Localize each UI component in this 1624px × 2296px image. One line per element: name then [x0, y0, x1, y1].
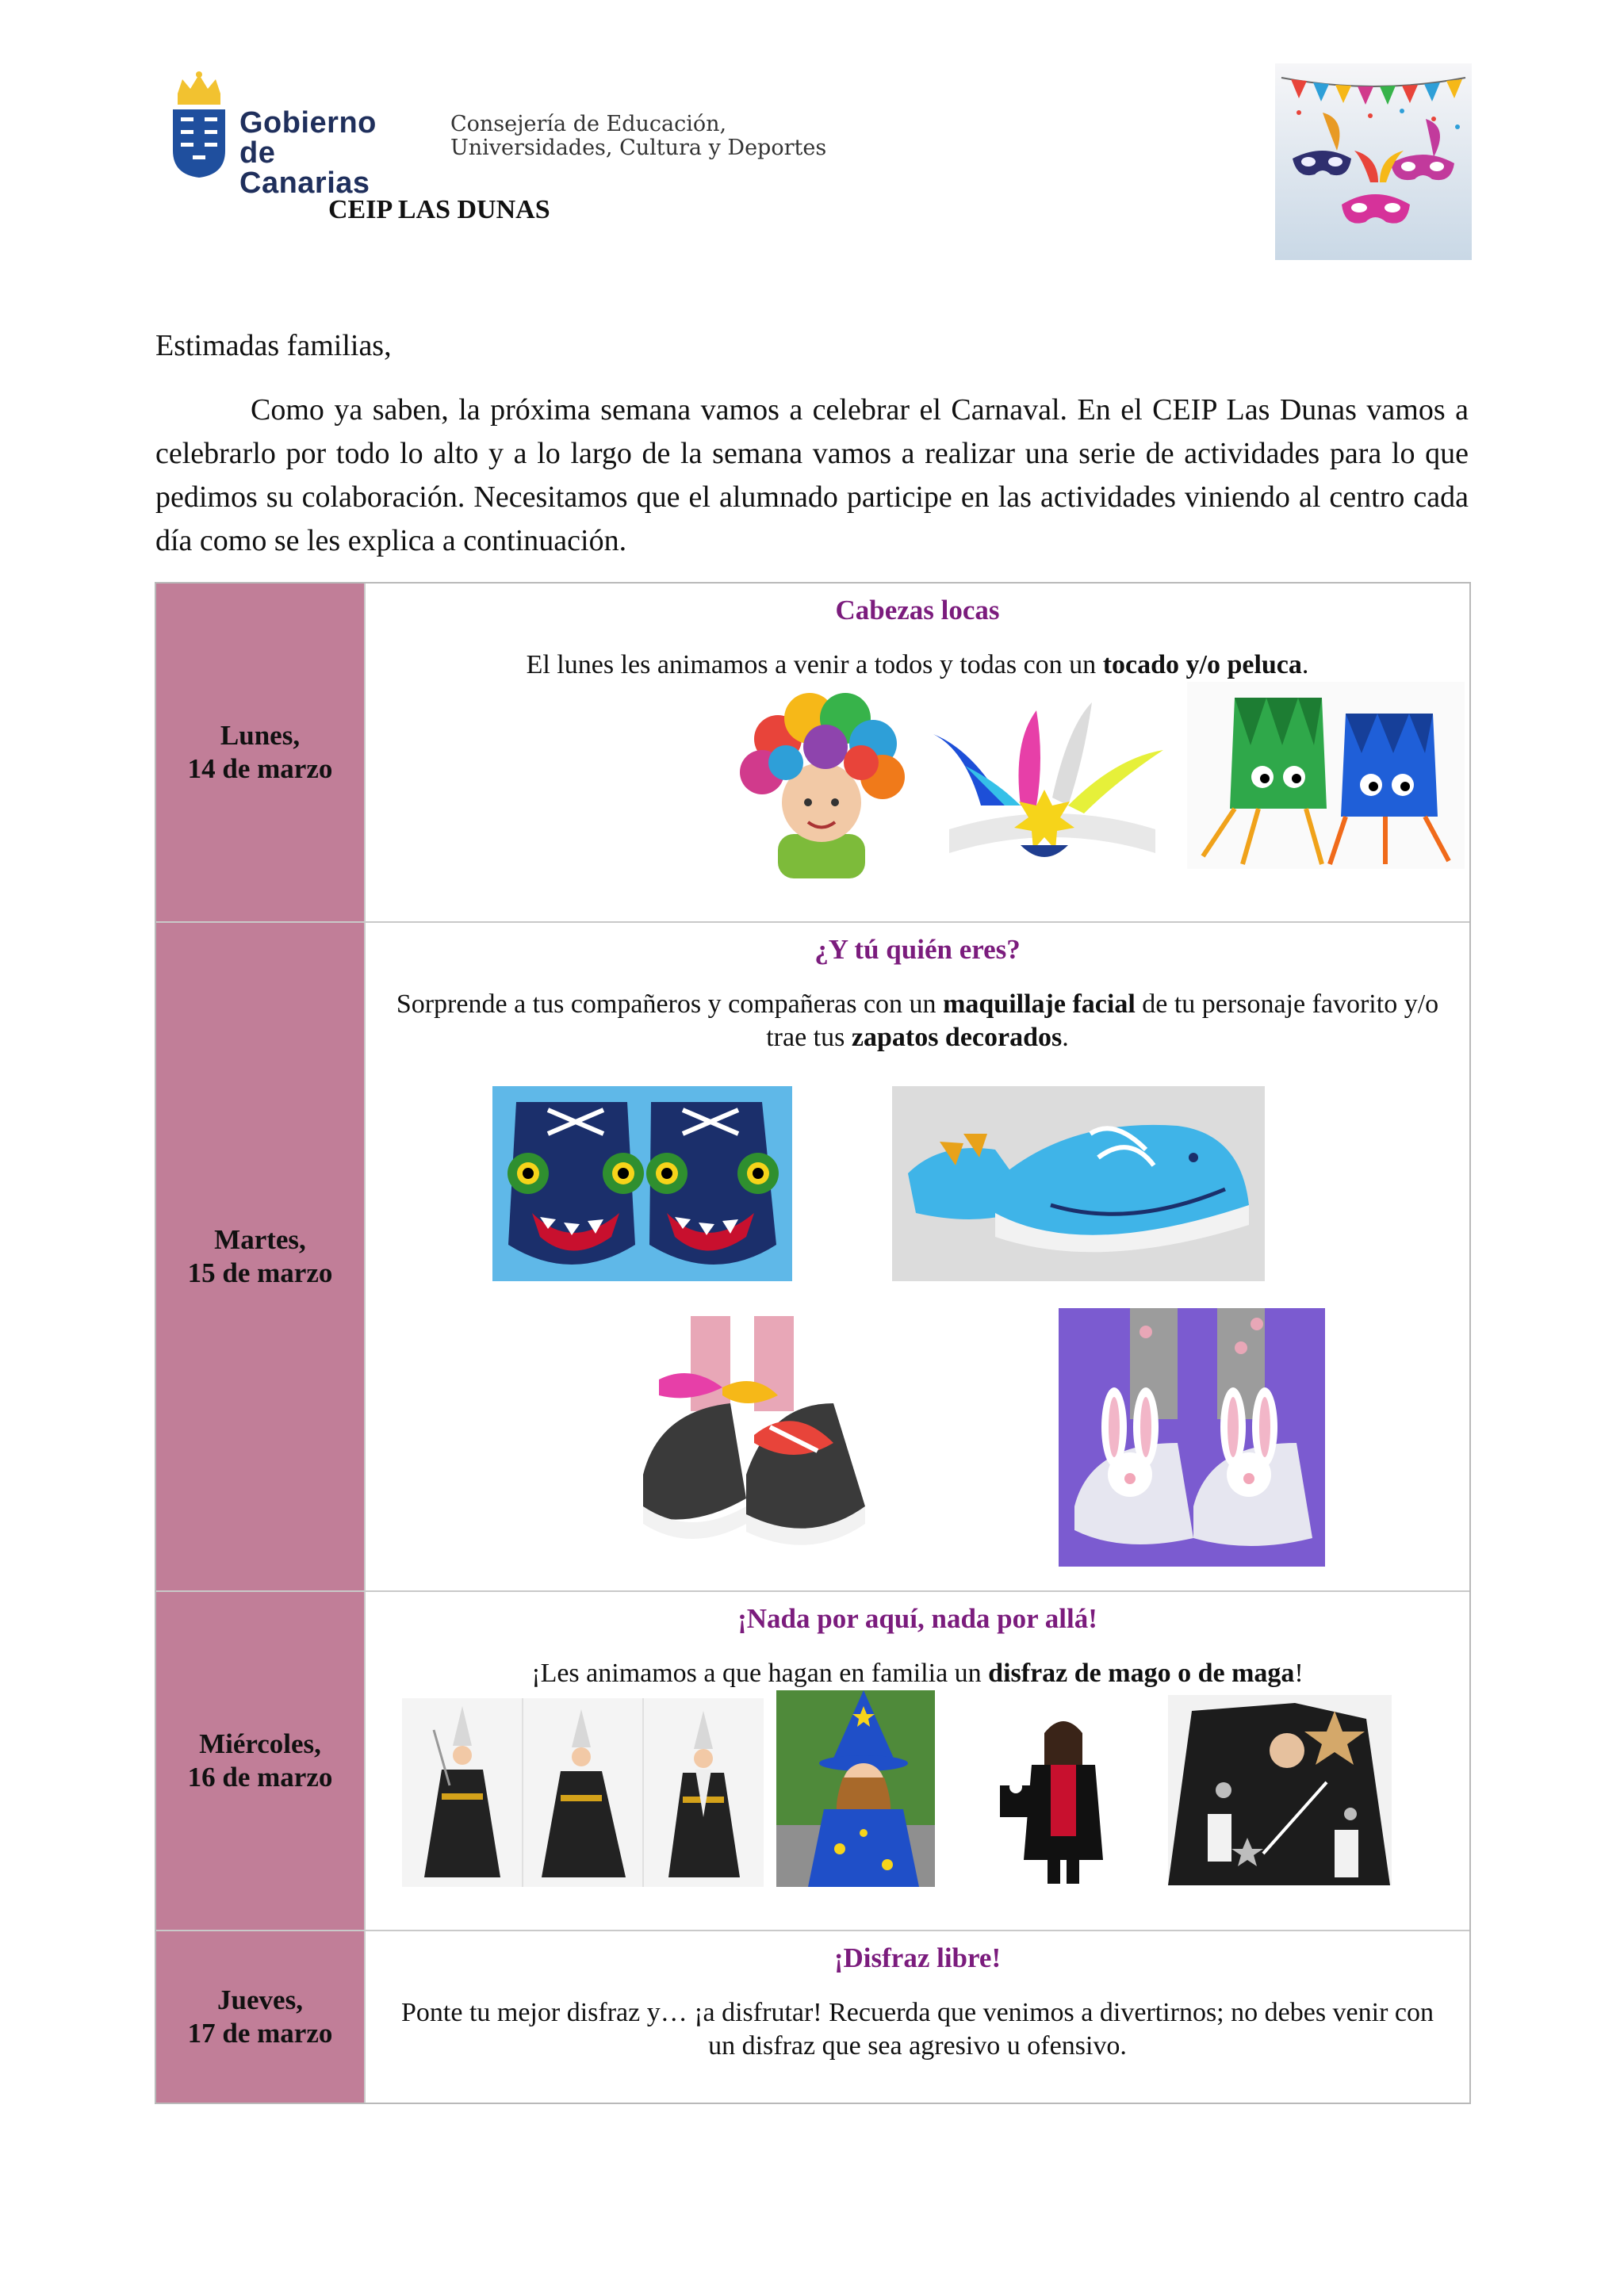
ribbon-sneakers-photo — [611, 1316, 884, 1554]
description-bold: disfraz de mago o de maga — [988, 1659, 1295, 1688]
intro-paragraph: Como ya saben, la próxima semana vamos a celebrar el Carnaval. En el CEIP Las Dunas vamos a celebrarlo por todo lo alto y a lo largo de la semana vamos a realizar una serie de actividades para lo que pedimos su colaboración. Necesitamos que el alumnado participe en las actividades viniendo al centro cada día como se les explica a continuación. — [155, 393, 1469, 557]
description-end: . — [1062, 1023, 1069, 1052]
blue-wizard-girl-photo — [776, 1690, 935, 1887]
bunny-shoes-photo — [1059, 1308, 1325, 1567]
activity-description — [366, 649, 1469, 682]
description-text: Sorprende a tus compañeros y compañeras con un — [396, 989, 944, 1019]
logo-line-1: Gobierno — [239, 106, 377, 140]
greeting: Estimadas familias, — [155, 329, 392, 362]
activity-cell-monday — [366, 584, 1469, 921]
feather-headband-photo — [933, 695, 1171, 877]
activity-title: ¡Nada por aquí, nada por allá! — [737, 1603, 1097, 1634]
description-bold: maquillaje facial — [943, 989, 1136, 1019]
description-end: ! — [1294, 1659, 1304, 1688]
activity-description — [366, 1657, 1469, 1690]
description-text: ¡Les animamos a que hagan en familia un — [531, 1659, 989, 1688]
activity-description: Ponte tu mejor disfraz y… ¡a disfrutar! Recuerda que venimos a divertirnos; no debes venir con un disfraz que sea agresivo u ofensivo. — [401, 1998, 1434, 2061]
letter-header — [0, 0, 1624, 270]
shark-shoes-photo — [892, 1086, 1265, 1281]
day-name: Martes, — [214, 1224, 306, 1255]
day-name: Lunes, — [220, 720, 301, 751]
day-cell-thursday — [156, 1931, 366, 2103]
description-bold: tocado y/o peluca — [1102, 650, 1302, 679]
canarias-shield-icon — [167, 71, 232, 179]
activity-description — [366, 988, 1469, 1054]
activity-cell-tuesday — [366, 923, 1469, 1590]
table-row-tuesday — [156, 921, 1469, 1590]
day-cell-wednesday — [156, 1592, 366, 1930]
day-name: Jueves, — [217, 1984, 303, 2015]
description-end: . — [1301, 650, 1309, 679]
description-bold-2: zapatos decorados — [851, 1023, 1063, 1052]
activity-title: ¿Y tú quién eres? — [814, 934, 1021, 965]
day-date: 14 de marzo — [187, 753, 333, 784]
gobierno-de-canarias-logo — [167, 63, 404, 200]
description-text: El lunes les animamos a venir a todos y todas con un — [526, 650, 1103, 679]
day-date: 17 de marzo — [187, 2018, 333, 2049]
wizard-costume-photo — [402, 1698, 764, 1887]
consejeria-name — [450, 113, 826, 160]
consejeria-line-1: Consejería de Educación, — [450, 112, 727, 136]
activities-table — [155, 582, 1471, 2104]
day-cell-tuesday — [156, 923, 366, 1590]
clown-wig-photo — [730, 683, 913, 878]
day-date: 15 de marzo — [187, 1257, 333, 1288]
star-wizard-cape-photo — [1168, 1695, 1392, 1885]
description-text-2: de tu personaje favorito y/o trae tus — [766, 989, 1439, 1052]
logo-line-2: de Canarias — [239, 136, 370, 200]
table-row-wednesday — [156, 1590, 1469, 1930]
consejeria-line-2: Universidades, Cultura y Deportes — [450, 136, 827, 160]
activity-title: Cabezas locas — [835, 595, 1000, 626]
magician-girl-photo — [1000, 1701, 1119, 1884]
table-row-thursday — [156, 1930, 1469, 2103]
table-row-monday — [156, 584, 1469, 921]
day-date: 16 de marzo — [187, 1762, 333, 1793]
school-name: CEIP LAS DUNAS — [328, 195, 550, 224]
activity-cell-wednesday — [366, 1592, 1469, 1930]
monster-shoes-photo — [492, 1086, 792, 1281]
carnival-masks-icon — [1275, 63, 1472, 260]
activity-title: ¡Disfraz libre! — [833, 1942, 1002, 1973]
day-name: Miércoles, — [199, 1728, 321, 1759]
foam-octopus-hats-photo — [1187, 682, 1465, 869]
day-cell-monday — [156, 584, 366, 921]
activity-cell-thursday — [366, 1931, 1469, 2103]
